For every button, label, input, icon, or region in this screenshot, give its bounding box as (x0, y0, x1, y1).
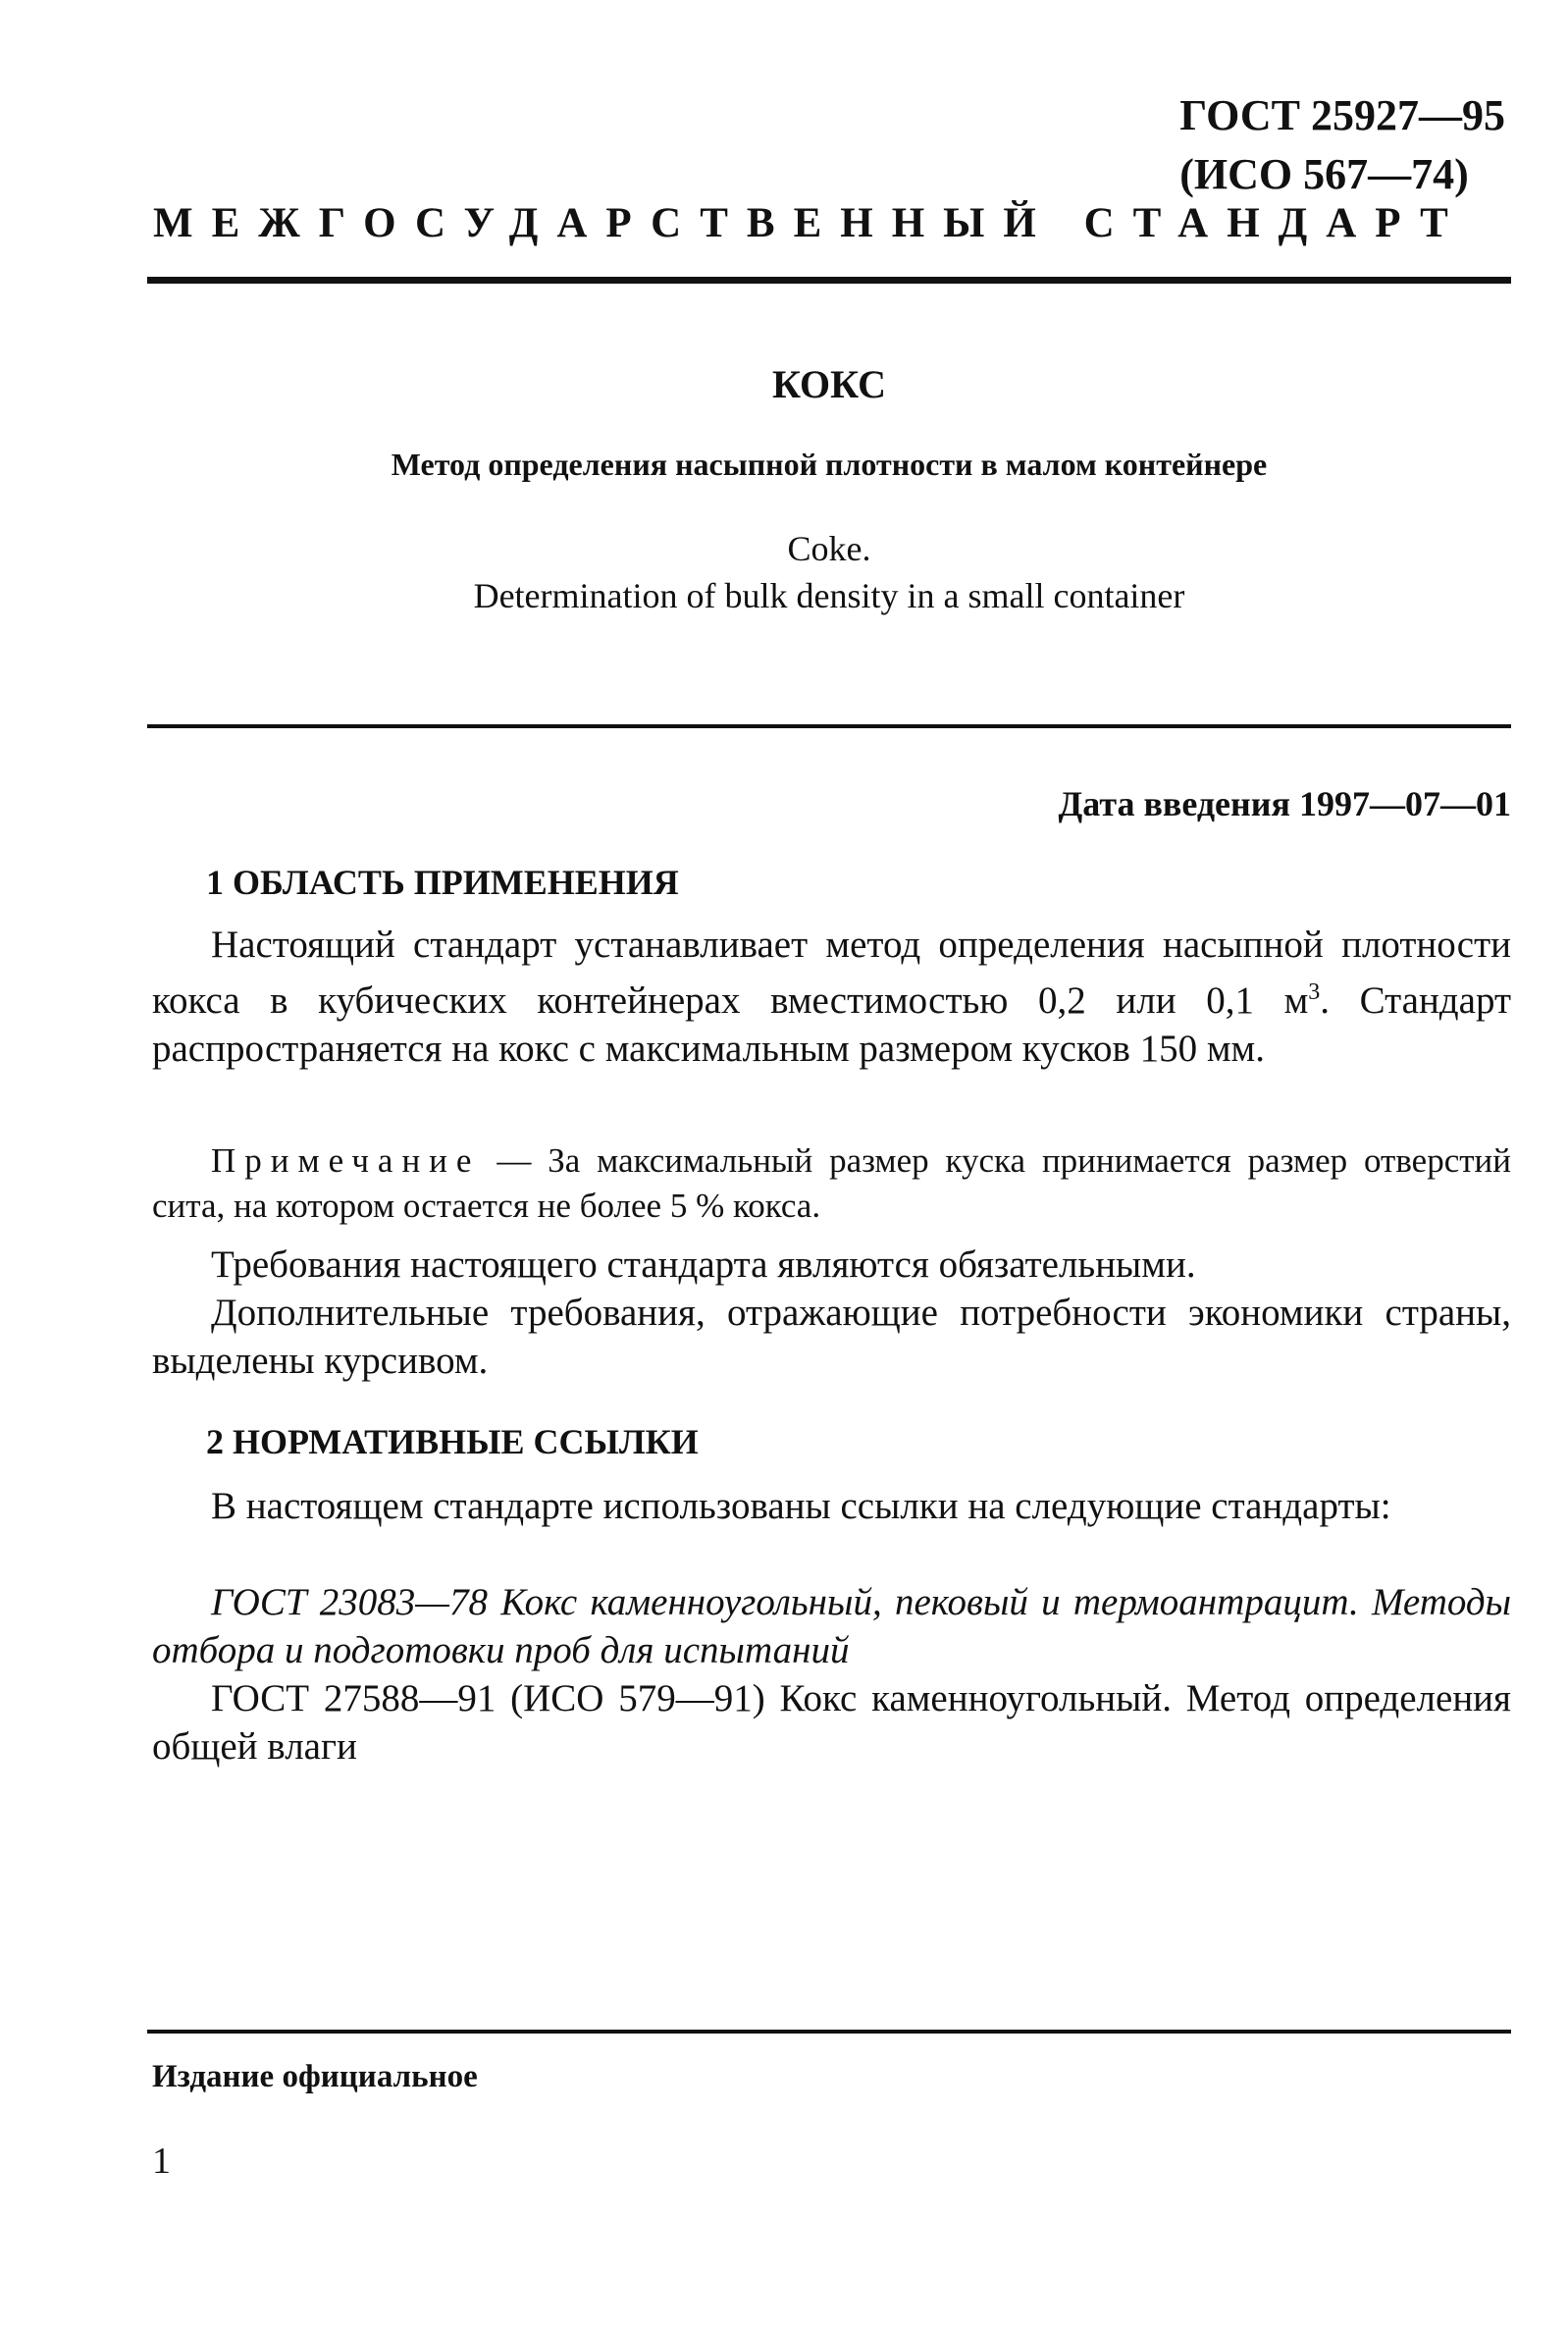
section-2-heading: 2 НОРМАТИВНЫЕ ССЫЛКИ (206, 1422, 699, 1461)
document-subtitle: Метод определения насыпной плотности в малом контейнере (391, 447, 1268, 482)
note-text: — За максимальный размер куска принимается размер отверстий сита, на котором остается не более 5 % кокса. (152, 1141, 1511, 1225)
gost-designation (1179, 86, 1505, 204)
title-rule (147, 724, 1511, 728)
official-edition-label: Издание официальное (152, 2059, 478, 2094)
iso-number: (ИСО 567—74) (1179, 150, 1469, 198)
english-title-line-2: Determination of bulk density in a small container (473, 576, 1185, 615)
section-1-heading: 1 ОБЛАСТЬ ПРИМЕНЕНИЯ (206, 863, 679, 902)
note-label: Примечание (211, 1141, 481, 1180)
reference-2-text: ГОСТ 27588—91 (ИСО 579—91) Кокс каменноугольный. Метод определения общей влаги (152, 1677, 1511, 1768)
introduction-date: Дата введения 1997—07—01 (1058, 784, 1511, 823)
mandatory-text: Требования настоящего стандарта являются обязательными. (211, 1243, 1196, 1286)
scope-text-b: . Стандарт распространяется на кокс с максимальным размером кусков 150 мм. (152, 979, 1511, 1070)
interstate-standard-label: МЕЖГОСУДАРСТВЕННЫЙ СТАНДАРТ (153, 200, 1467, 246)
english-title (147, 525, 1511, 619)
note (152, 1138, 1511, 1229)
scope-text-a: Настоящий стандарт устанавливает метод определения насыпной плотности кокса в кубических контейнерах вместимостью 0,2 или 0,1 м (152, 924, 1511, 1022)
section-2-paragraph-1 (152, 1482, 1511, 1530)
reference-1-text: ГОСТ 23083—78 Кокс каменноугольный, пековый и термоантрацит. Методы отбора и подготовки проб для испытаний (152, 1581, 1511, 1671)
section-1-paragraph-2 (152, 1241, 1511, 1289)
english-title-line-1: Coke. (787, 529, 871, 568)
section-1-paragraph-3 (152, 1289, 1511, 1385)
header-rule (147, 277, 1511, 284)
gost-number: ГОСТ 25927—95 (1179, 91, 1505, 139)
superscript-3: 3 (1308, 979, 1321, 1005)
section-1-paragraph-1 (152, 921, 1511, 1073)
reference-gost-27588 (152, 1674, 1511, 1771)
footer-rule (147, 2030, 1511, 2034)
page-number: 1 (152, 2141, 171, 2182)
additional-text: Дополнительные требования, отражающие потребности экономики страны, выделены курсивом. (152, 1292, 1511, 1382)
document-title: КОКС (771, 362, 886, 406)
references-intro: В настоящем стандарте использованы ссылки на следующие стандарты: (211, 1485, 1391, 1527)
reference-gost-23083 (152, 1578, 1511, 1674)
